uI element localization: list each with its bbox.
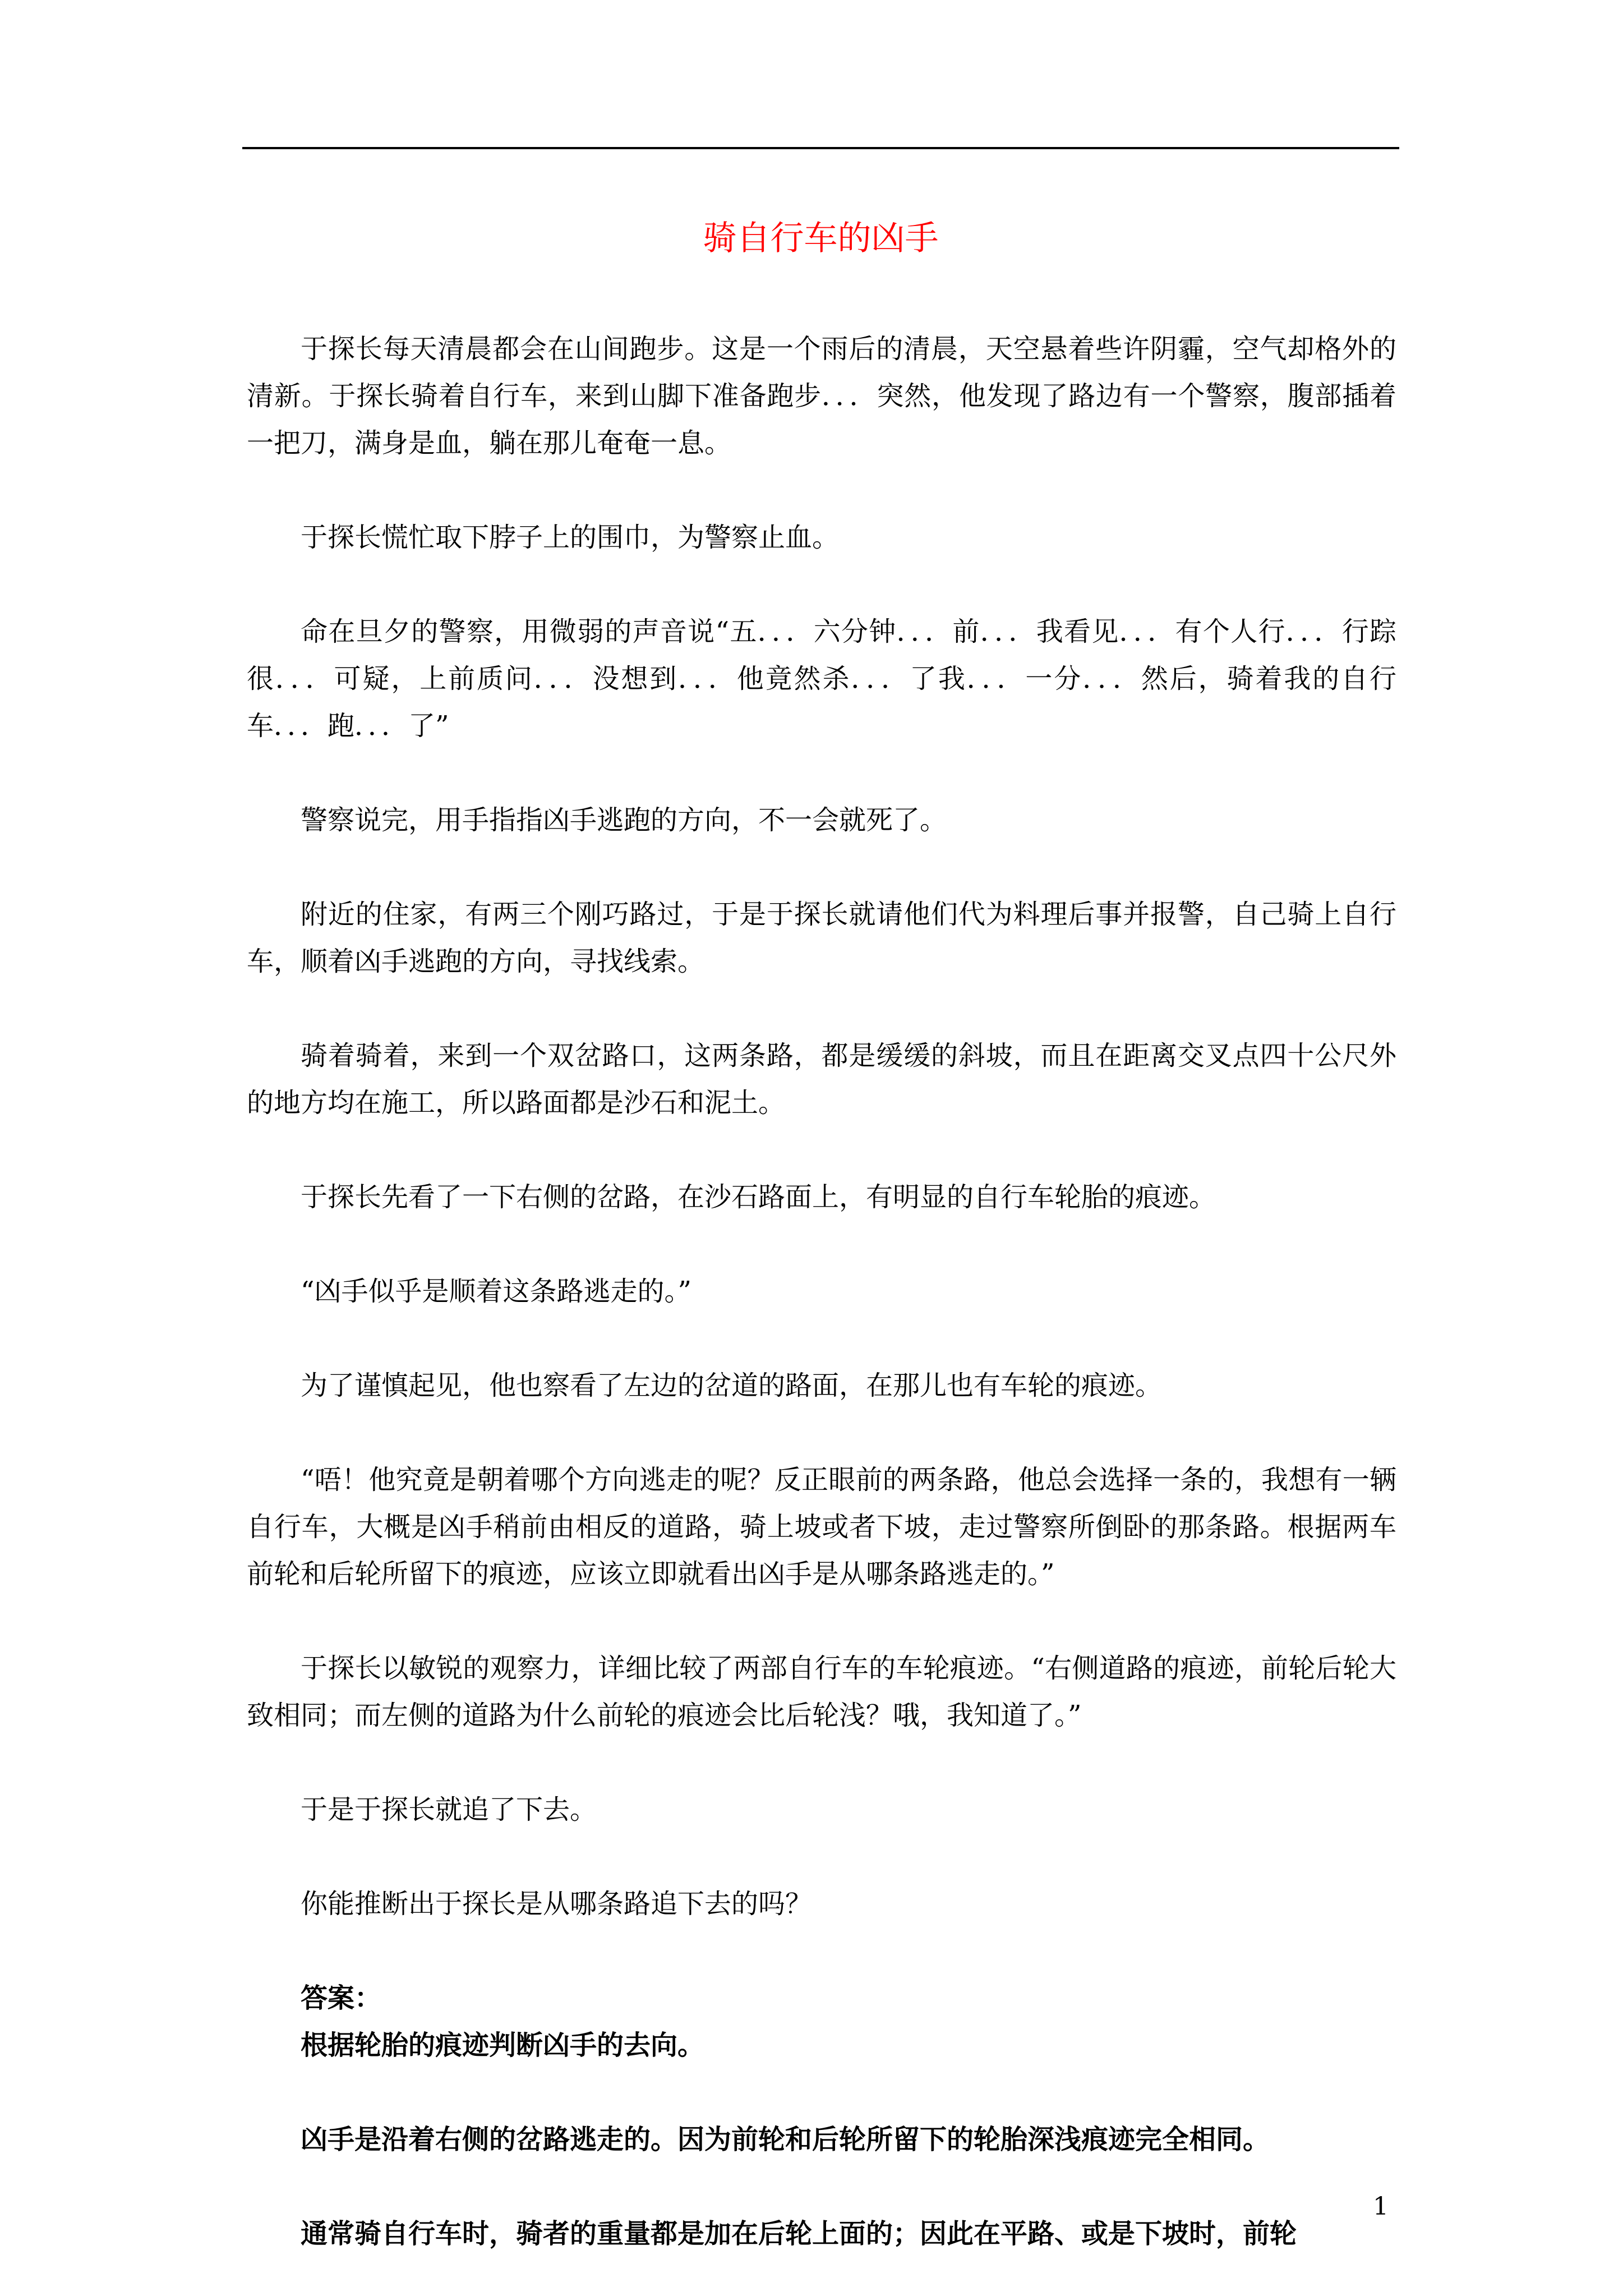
paragraph-12: 于是于探长就追了下去。 [301,1794,597,1825]
paragraph-4: 警察说完，用手指指凶手逃跑的方向，不一会就死了。 [301,804,947,836]
answer-line-3: 通常骑自行车时，骑者的重量都是加在后轮上面的；因此在平路、或是下坡时，前轮 [301,2218,1297,2249]
answer-line-2: 凶手是沿着右侧的岔路逃走的。因为前轮和后轮所留下的轮胎深浅痕迹完全相同。 [301,2124,1270,2155]
answer-label: 答案： [301,1982,382,2014]
paragraph-9: 为了谨慎起见，他也察看了左边的岔道的路面，在那儿也有车轮的痕迹。 [301,1370,1163,1401]
paragraph-10: “唔！他究竟是朝着哪个方向逃走的呢？反正眼前的两条路，他总会选择一条的，我想有一辆自行车，大概是凶手稍前由相反的道路，骑上坡或者下坡，走过警察所倒卧的那条路。根据两车前轮和后轮所留下的痕迹，应该立即就看出凶手是从哪条路逃走的。” [247,1464,1396,1590]
header-rule [242,147,1399,149]
paragraph-2: 于探长慌忙取下脖子上的围巾，为警察止血。 [301,522,840,553]
paragraph-3: 命在旦夕的警察，用微弱的声音说“五．．．六分钟．．．前．．．我看见．．．有个人行．．．行踪很．．．可疑，上前质问．．．没想到．．．他竟然杀．．．了我．．．一分．．．然后，骑着我的自行车．．．跑．．．了” [247,616,1396,742]
answer-line-1: 根据轮胎的痕迹判断凶手的去向。 [301,2030,705,2061]
answer-header [247,1975,1396,2069]
paragraph-1: 于探长每天清晨都会在山间跑步。这是一个雨后的清晨，天空悬着些许阴霾，空气却格外的清新。于探长骑着自行车，来到山脚下准备跑步．．．突然，他发现了路边有一个警察，腹部插着一把刀，满身是血，躺在那儿奄奄一息。 [247,333,1396,459]
paragraph-13: 你能推断出于探长是从哪条路追下去的吗？ [301,1888,813,1920]
paragraph-6: 骑着骑着，来到一个双岔路口，这两条路，都是缓缓的斜坡，而且在距离交叉点四十公尺外的地方均在施工，所以路面都是沙石和泥土。 [247,1040,1396,1119]
document-body [247,325,1396,2257]
page-number: 1 [1373,2192,1389,2221]
document-title: 骑自行车的凶手 [703,219,939,258]
paragraph-8: “凶手似乎是顺着这条路逃走的。” [301,1276,692,1307]
paragraph-5: 附近的住家，有两三个刚巧路过，于是于探长就请他们代为料理后事并报警，自己骑上自行车，顺着凶手逃跑的方向，寻找线索。 [247,899,1396,977]
paragraph-11: 于探长以敏锐的观察力，详细比较了两部自行车的车轮痕迹。“右侧道路的痕迹，前轮后轮大致相同；而左侧的道路为什么前轮的痕迹会比后轮浅？哦，我知道了。” [247,1653,1396,1731]
paragraph-7: 于探长先看了一下右侧的岔路，在沙石路面上，有明显的自行车轮胎的痕迹。 [301,1181,1216,1213]
